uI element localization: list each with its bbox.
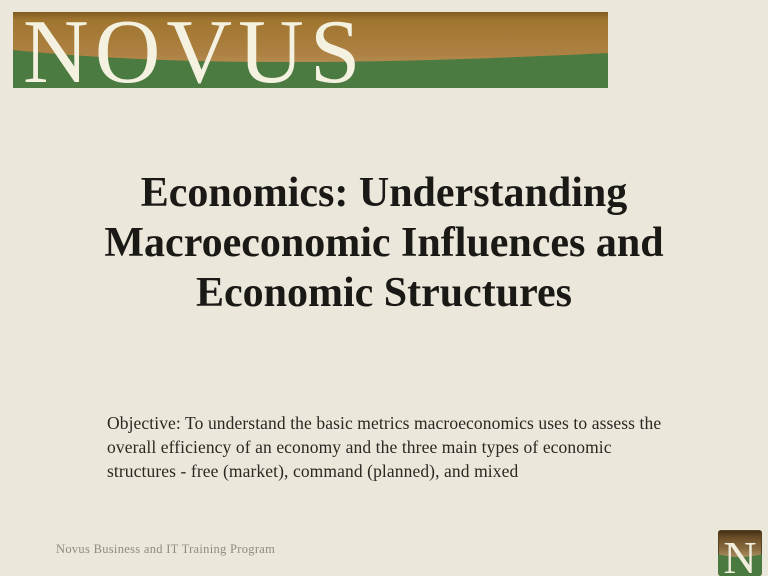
slide-title-line: Economics: Understanding bbox=[140, 170, 628, 216]
footer-text: Novus Business and IT Training Program bbox=[56, 542, 276, 556]
objective-text: Objective: To understand the basic metrics macroeconomics uses to assess the overall efficiency of an economy and the three main types of economic structures - free (market), command (planned), and mixed bbox=[107, 413, 662, 481]
slide-title-line: Economic Structures bbox=[195, 270, 572, 316]
badge-letter: N bbox=[723, 532, 757, 576]
slide-title-line: Macroeconomic Influences and bbox=[104, 220, 664, 266]
novus-logo-banner bbox=[13, 12, 608, 88]
slide-title bbox=[0, 168, 768, 318]
novus-wordmark: NOVUS bbox=[23, 12, 367, 88]
novus-badge bbox=[718, 530, 762, 576]
